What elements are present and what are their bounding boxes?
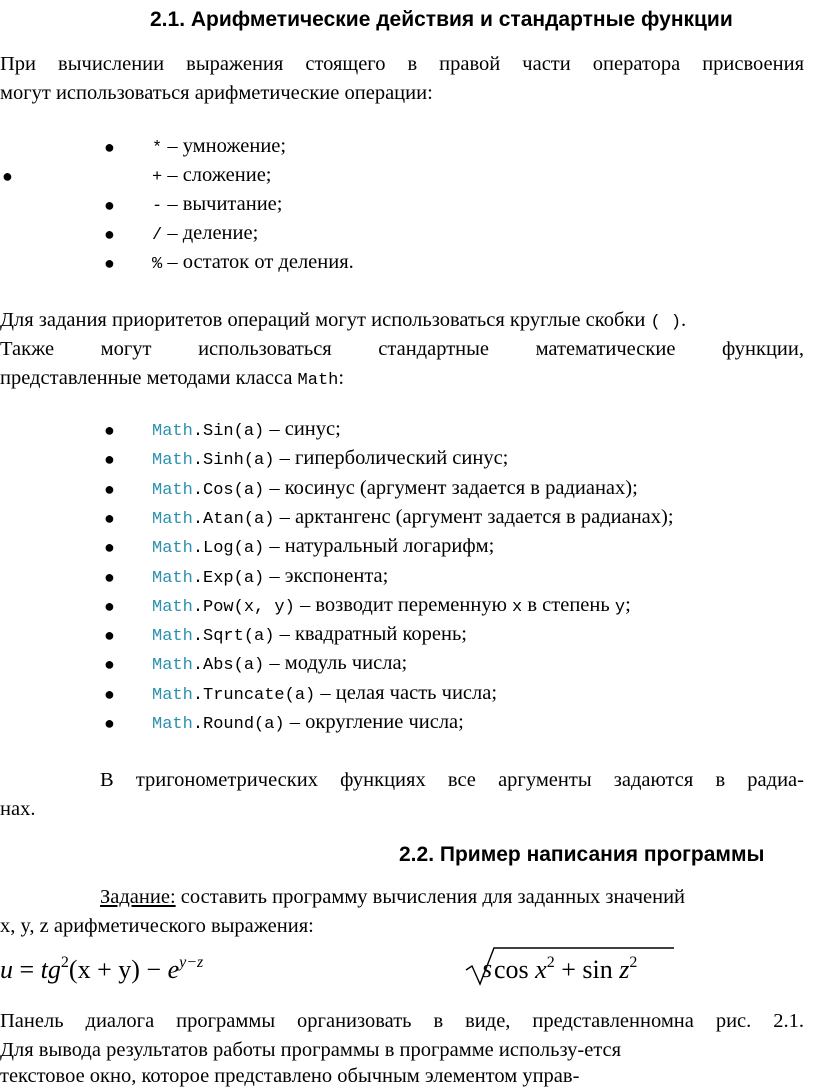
bullet-icon: ●	[104, 195, 115, 215]
bullet-icon: ●	[104, 596, 115, 616]
bullet-icon: ●	[104, 137, 115, 157]
task-line-1: Задание: составить программу вычисления для заданных значений	[100, 886, 686, 908]
para2-line-3: представленные методами класса Math:	[0, 367, 345, 390]
bullet-icon: ●	[104, 479, 115, 499]
intro-line-2: могут использоваться арифметические операции:	[0, 82, 433, 104]
list-item-function: Math.Exp(a) – экспонента;	[152, 565, 389, 588]
list-item-function: Math.Log(a) – натуральный логарифм;	[152, 535, 495, 558]
list-item-operator: / – деление;	[152, 222, 259, 245]
bullet-icon: ●	[104, 508, 115, 528]
bullet-icon: ●	[104, 224, 115, 244]
bullet-icon: ●	[104, 567, 115, 587]
panel-line-2: Для вывода результатов работы программы в программе использу-ется	[0, 1039, 622, 1061]
bullet-icon: ●	[104, 654, 115, 674]
para2-line-2: Также могут использоваться стандартные математические функции,	[0, 338, 804, 360]
para2-line-1: Для задания приоритетов операций могут использоваться круглые скобки ( ).	[0, 309, 687, 332]
bullet-icon: ●	[104, 684, 115, 704]
bullet-icon: ●	[2, 166, 13, 186]
intro-line-1: При вычислении выражения стоящего в правой части оператора присвоения	[0, 53, 804, 75]
panel-line-1: Панель диалога программы организовать в виде, представленномна рис. 2.1.	[0, 1010, 804, 1032]
bullet-icon: ●	[104, 449, 115, 469]
panel-line-3: текстовое окно, которое представлено обычным элементом управ-	[0, 1065, 580, 1087]
bullet-icon: ●	[104, 713, 115, 733]
list-item-function: Math.Atan(a) – арктангенс (аргумент задается в радианах);	[152, 506, 674, 529]
bullet-icon: ●	[104, 253, 115, 273]
formula-u: $u = tg^2(x + y) - e^{y-z}$	[0, 954, 204, 984]
list-item-function: Math.Sinh(a) – гиперболический синус;	[152, 447, 509, 470]
list-item-operator: * – умножение;	[152, 135, 287, 158]
task-line-2: x, y, z арифметического выражения:	[0, 915, 314, 937]
trig-note-line-2: нах.	[0, 798, 36, 820]
list-item-function: Math.Sqrt(a) – квадратный корень;	[152, 623, 467, 646]
list-item-function: Math.Pow(x, y) – возводит переменную x в степень y;	[152, 594, 631, 617]
bullet-icon: ●	[104, 625, 115, 645]
formula-sqrt-body: $\cos x^2 + \sin z^2$	[494, 954, 638, 984]
bullet-icon: ●	[104, 537, 115, 557]
list-item-function: Math.Truncate(a) – целая часть числа;	[152, 682, 498, 705]
list-item-operator: - – вычитание;	[152, 193, 283, 216]
section-heading-2-2: 2.2. Пример написания программы	[399, 843, 765, 866]
list-item-function: Math.Sin(a) – синус;	[152, 418, 341, 441]
task-label: Задание:	[100, 886, 176, 908]
section-heading-2-1: 2.1. Арифметические действия и стандартные функции	[150, 8, 733, 31]
list-item-function: Math.Abs(a) – модуль числа;	[152, 652, 408, 675]
list-item-function: Math.Round(a) – округление числа;	[152, 711, 464, 734]
list-item-function: Math.Cos(a) – косинус (аргумент задается в радианах);	[152, 477, 638, 500]
list-item-operator: % – остаток от деления.	[152, 251, 354, 274]
bullet-icon: ●	[104, 420, 115, 440]
trig-note-line-1: В тригонометрических функциях все аргументы задаются в радиа-	[100, 769, 804, 791]
list-item-operator: + – сложение;	[152, 164, 272, 187]
